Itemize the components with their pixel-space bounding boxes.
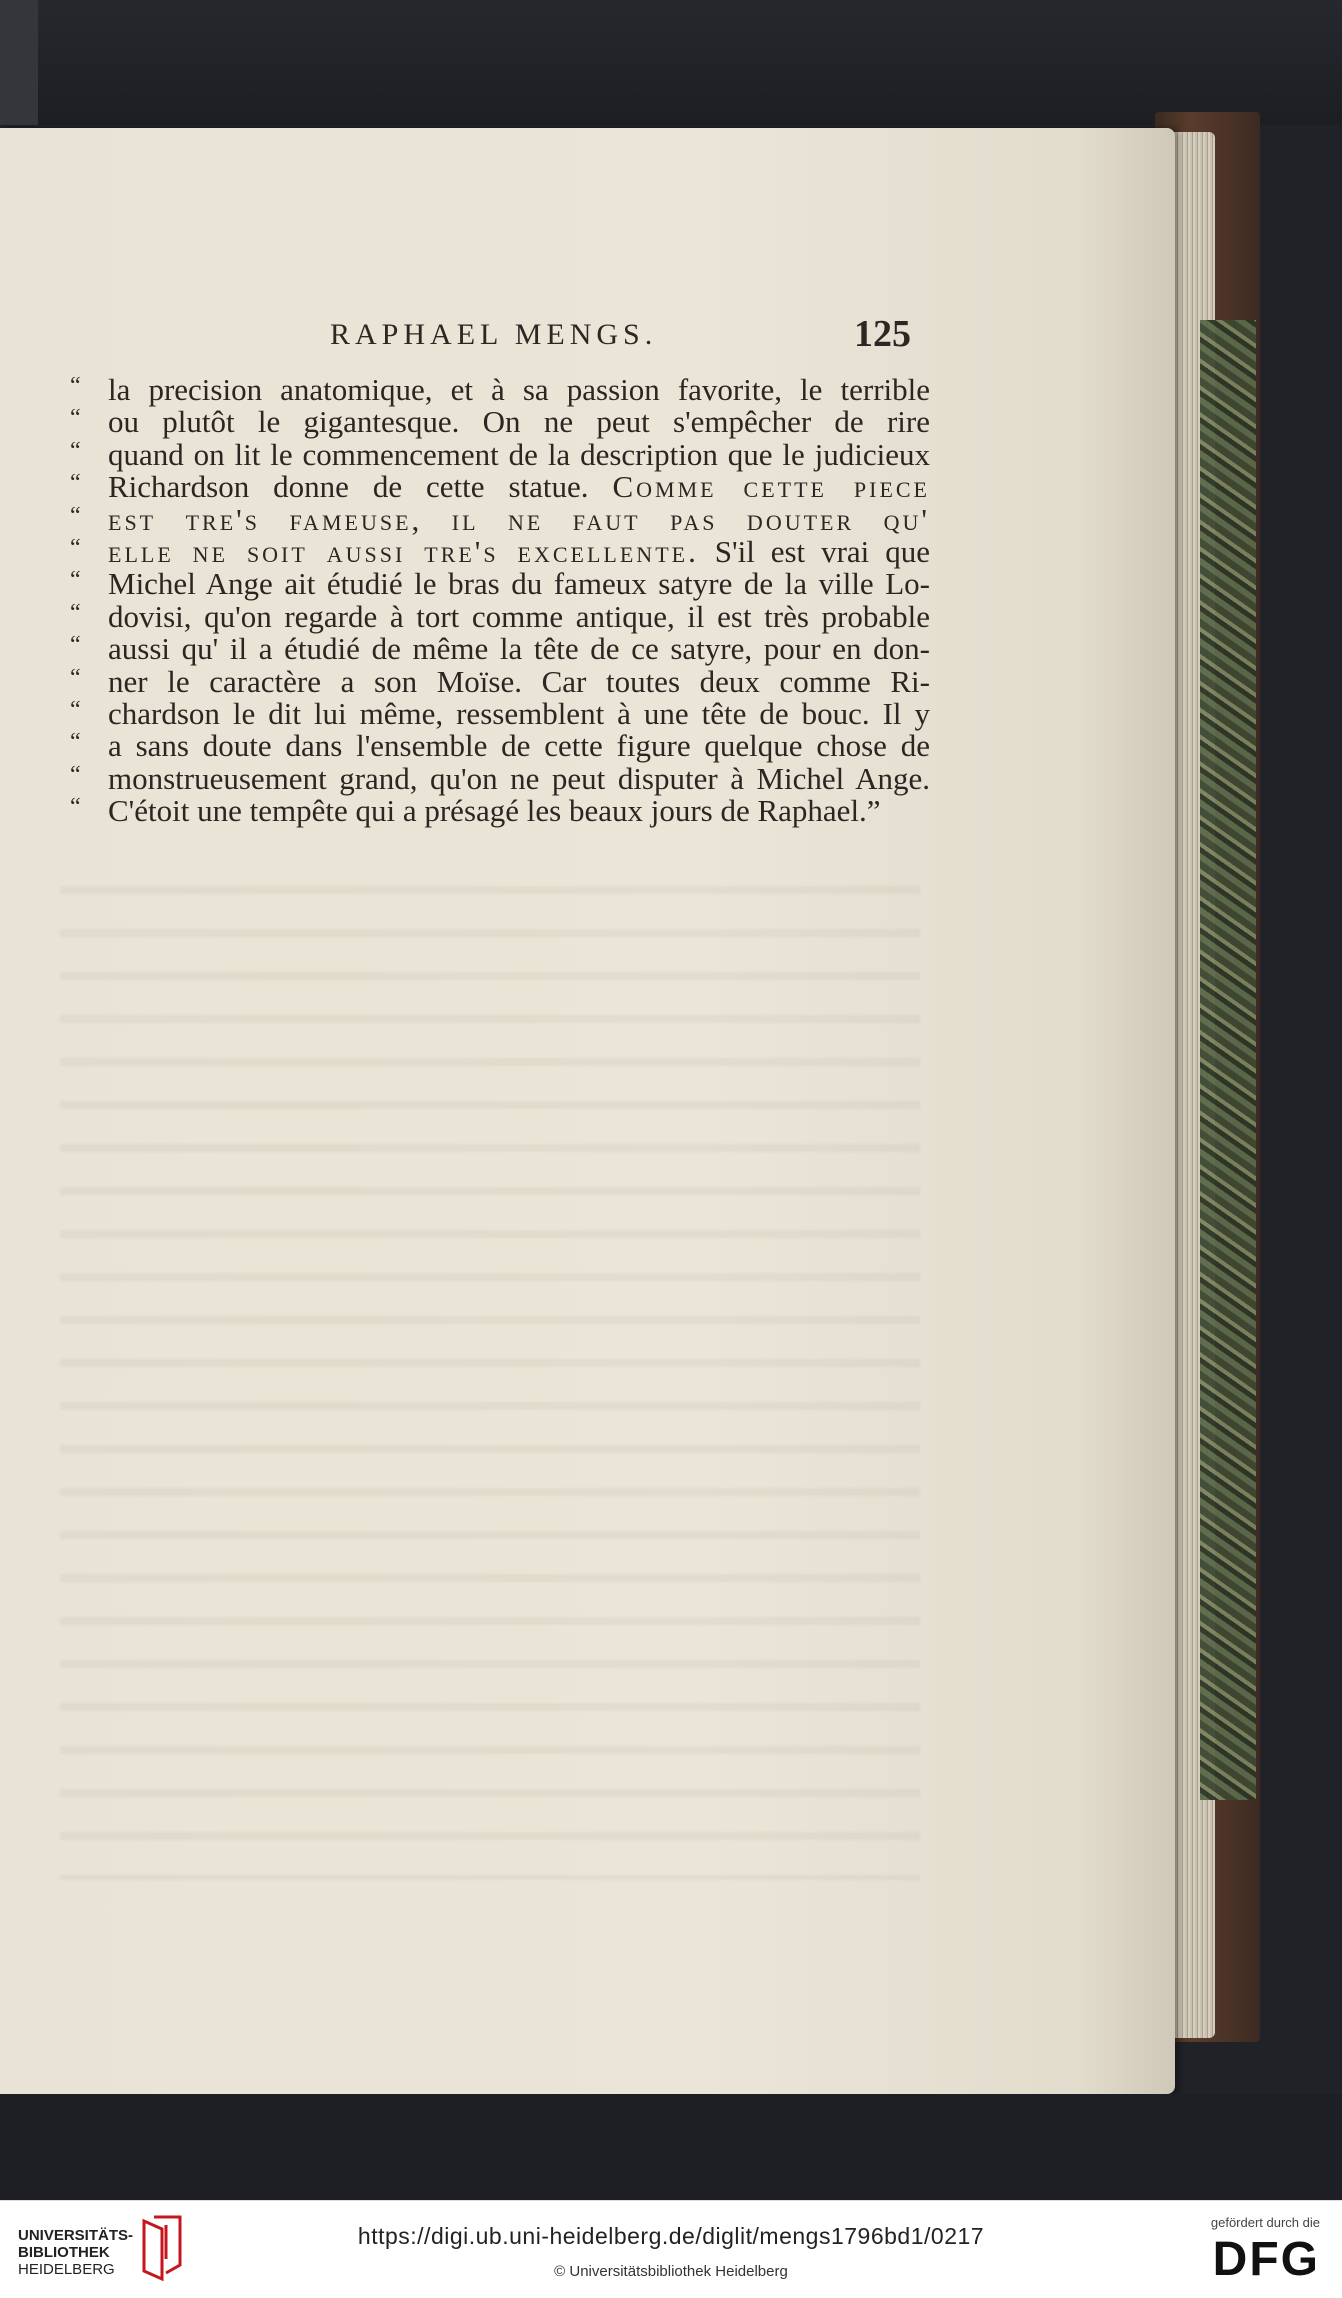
quote-mark: “ (70, 696, 81, 723)
line-text (108, 695, 930, 731)
quote-mark: “ (70, 664, 81, 691)
quote-mark: “ (70, 567, 81, 594)
text-line (70, 598, 930, 634)
quote-mark: “ (70, 534, 81, 561)
line-text (108, 598, 930, 634)
small-caps-text: elle ne soit aussi tre's excellente. (108, 533, 699, 569)
page-number: 125 (854, 313, 911, 355)
text-line (70, 730, 930, 762)
line-text (108, 795, 930, 827)
quote-mark: “ (70, 632, 81, 659)
quote-mark: “ (70, 599, 81, 626)
text-line (70, 374, 930, 406)
line-text (108, 760, 930, 796)
marbled-edge (1200, 320, 1256, 1800)
line-segment: la precision anatomique, et à sa passion favorite, le terrible (108, 372, 930, 407)
line-text (108, 406, 930, 438)
line-segment: dovisi, qu'on regarde à tort comme antique, il est très probable (108, 598, 930, 634)
running-head: RAPHAEL MENGS. (330, 318, 658, 351)
line-segment: chardson le dit lui même, ressemblent à une tête de bouc. Il y (108, 695, 930, 731)
line-text (108, 568, 930, 600)
line-text (108, 436, 930, 472)
text-line (70, 633, 930, 665)
quote-mark: “ (70, 470, 81, 497)
library-name-line1: UNIVERSITÄTS- (18, 2227, 134, 2244)
background-shadow (0, 0, 1342, 125)
page-header (0, 313, 1342, 368)
line-segment: Michel Ange ait étudié le bras du fameux satyre de la ville Lo- (108, 566, 930, 602)
library-name-line2: BIBLIOTHEK (18, 2244, 110, 2261)
text-line (70, 471, 930, 503)
text-line (70, 795, 930, 827)
quote-mark: “ (70, 437, 81, 464)
quote-mark: “ (70, 729, 81, 756)
viewer-footer (0, 2200, 1342, 2298)
quote-mark: “ (70, 502, 81, 529)
line-text (108, 633, 930, 665)
quote-mark: “ (70, 405, 81, 432)
line-segment: ou plutôt le gigantesque. On ne peut s'empêcher de rire (108, 404, 930, 440)
line-segment: C'étoit une tempête qui a présagé les beaux jours de Raphael.” (108, 793, 881, 829)
small-caps-text: est tre's fameuse, il ne faut pas douter qu' (108, 501, 930, 537)
line-segment: quand on lit le commencement de la description que le judicieux (108, 436, 930, 472)
text-line (70, 695, 930, 731)
copyright-notice: © Universitätsbibliothek Heidelberg (554, 2263, 788, 2280)
quote-mark: “ (70, 761, 81, 788)
text-line (70, 568, 930, 600)
line-text (108, 374, 930, 406)
funding-label: gefördert durch die (1210, 2215, 1320, 2230)
line-text (108, 730, 930, 762)
text-line (70, 533, 930, 569)
library-name-line3: HEIDELBERG (18, 2261, 115, 2278)
small-caps-text: Comme cette piece (612, 469, 930, 505)
line-segment: S'il est vrai que (698, 533, 930, 569)
quote-mark: “ (70, 373, 81, 399)
line-segment: monstrueusement grand, qu'on ne peut disputer à Michel Ange. (108, 760, 930, 796)
text-line (70, 436, 930, 472)
line-segment: ner le caractère a son Moïse. Car toutes deux comme Ri- (108, 663, 930, 699)
scan-bottom-margin (0, 2094, 1342, 2200)
quote-mark: “ (70, 794, 81, 821)
line-segment: Richardson donne de cette statue. (108, 469, 613, 505)
line-text (108, 471, 930, 503)
line-text (108, 533, 930, 569)
line-segment: aussi qu' il a étudié de même la tête de ce satyre, pour en don- (108, 631, 930, 667)
line-text (108, 501, 930, 537)
page-url[interactable]: https://digi.ub.uni-heidelberg.de/diglit/mengs1796bd1/0217 (357, 2223, 985, 2249)
line-text (108, 663, 930, 699)
left-margin-strip (0, 0, 38, 125)
text-line (70, 406, 930, 438)
text-line (70, 501, 930, 537)
text-line (70, 663, 930, 699)
line-segment: a sans doute dans l'ensemble de cette figure quelque chose de (108, 728, 930, 764)
dfg-logo[interactable]: DFG (1212, 2233, 1320, 2286)
text-line (70, 760, 930, 796)
body-text (70, 374, 930, 827)
show-through-text (60, 860, 920, 1880)
